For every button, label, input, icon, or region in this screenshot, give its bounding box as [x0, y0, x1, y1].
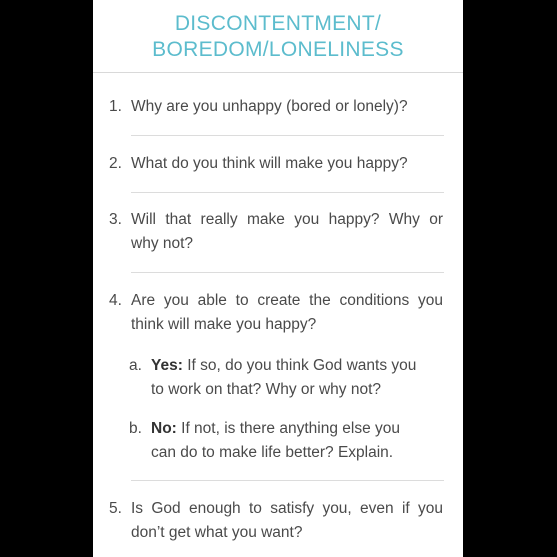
question-number: 4.: [109, 292, 122, 309]
answer-label-yes: Yes:: [151, 357, 183, 374]
question-text-line-1: Is God enough to satisfy you, even if you: [131, 500, 443, 517]
worksheet-page: [93, 0, 463, 557]
question-text: [131, 497, 443, 545]
divider: [131, 192, 444, 193]
question-text-line-1: Will that really make you happy? Why or: [131, 211, 443, 228]
sub-question-text: [151, 417, 425, 465]
divider: [131, 135, 444, 136]
sub-question-text-part: If not, is there anything else you: [181, 420, 400, 437]
sub-question-letter: a.: [129, 357, 142, 374]
question-text-line-2: think will make you happy?: [131, 316, 317, 333]
page-title-line-2: BOREDOM/LONELINESS: [152, 38, 404, 61]
question-text: Why are you unhappy (bored or lonely)?: [131, 98, 408, 115]
question-number: 5.: [109, 500, 122, 517]
sub-question-text-line-2: can do to make life better? Explain.: [151, 444, 394, 461]
question-text-line-2: why not?: [131, 235, 194, 252]
divider: [131, 480, 444, 481]
sub-question-text-line-1: [151, 354, 425, 378]
question-text: What do you think will make you happy?: [131, 155, 408, 172]
question-text-line-2: don’t get what you want?: [131, 524, 303, 541]
question-number: 1.: [109, 98, 122, 115]
sub-question-text: [151, 354, 425, 402]
question-text: [131, 208, 443, 256]
divider: [131, 272, 444, 273]
sub-question-text-line-2: to work on that? Why or why not?: [151, 381, 382, 398]
question-text: [131, 289, 443, 337]
answer-label-no: No:: [151, 420, 177, 437]
page-header: [93, 0, 463, 73]
sub-question-text-line-1: [151, 417, 425, 441]
question-number: 2.: [109, 155, 122, 172]
question-number: 3.: [109, 211, 122, 228]
page-title-line-1: DISCONTENTMENT/: [174, 12, 382, 35]
sub-question-letter: b.: [129, 420, 142, 437]
question-text-line-1: Are you able to create the conditions you: [131, 292, 443, 309]
sub-question-text-part: If so, do you think God wants you: [187, 357, 417, 374]
